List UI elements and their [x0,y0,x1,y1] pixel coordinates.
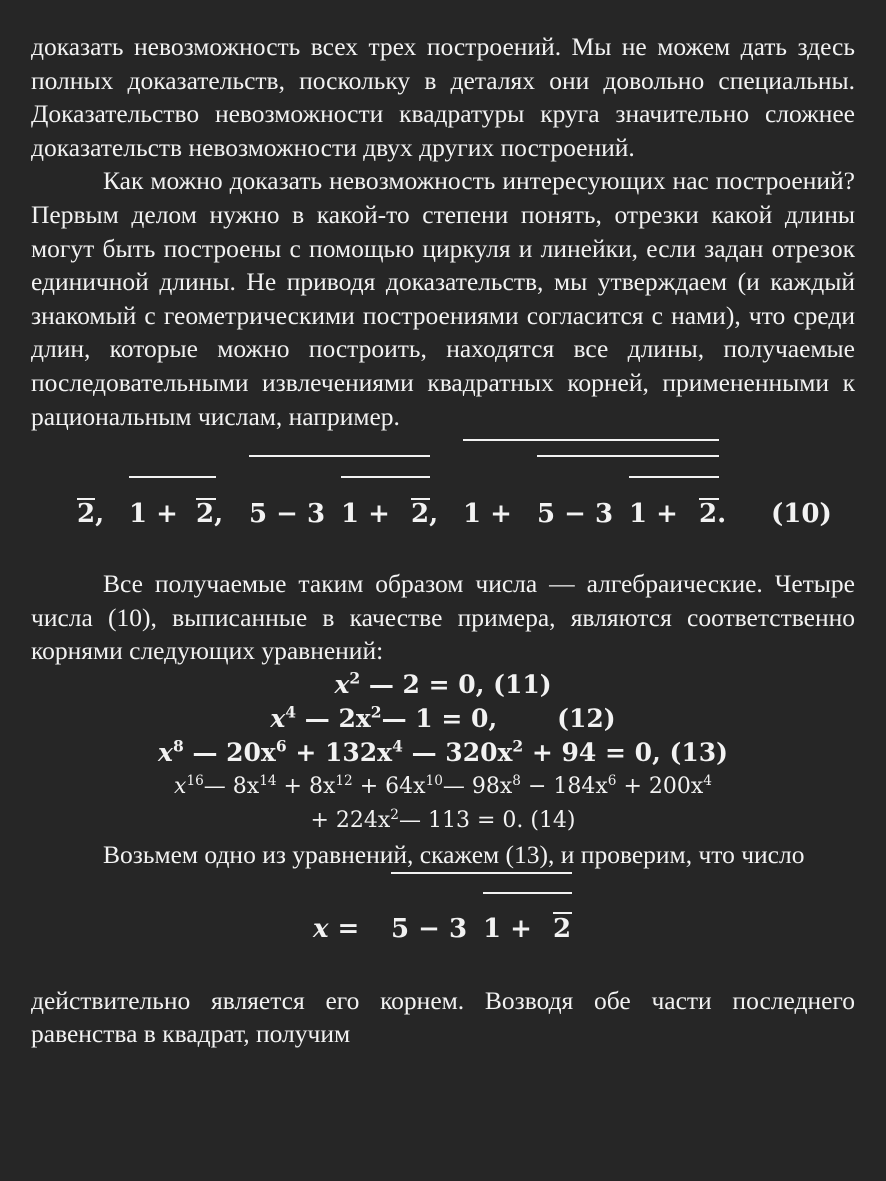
radical-bar [129,476,216,478]
term: 1 + [483,913,532,944]
paragraph-3: Все получаемые таким образом числа — алгебраические. Четыре числа (10), выписанные в качестве примера, являются соответственно корнями следующих уравнений: [31,569,855,666]
term: 2, [196,499,224,530]
term: 5 − 3 [537,499,614,530]
paragraph-1: доказать невозможность всех трех построений. Мы не можем дать здесь полных доказательств, поскольку в деталях они довольно специальны. Доказательство невозможности квадратуры круга значительно сложнее доказательств невозможности двух других построений. [31,32,855,162]
radical-bar [463,439,719,441]
radical-bar [341,476,430,478]
page [31,30,855,1051]
equation-14-line-1: $x^{16}—$ $8x^{14} + 8x^{12}$ + $64x^{10}—$ $98x^8 - 184x^6 + 200x^4$ [174,772,712,799]
formula-x [31,872,855,984]
equation-13: $x^8$ — $20x^6 + 132x^4$ — $320x^2 + 94 = 0$, (13) [158,736,728,767]
paragraph-2: Как можно доказать невозможность интересующих нас построений? Первым делом нужно в какой-то степени понять, отрезки какой длины могут быть построены с помощью циркуля и линейки, если задан отрезок единичной длины. Не приводя доказательств, мы утверждаем (и каждый знакомый с геометрическими построениями согласится с нами), что среди длин, которые можно построить, находятся все длины, получаемые последовательными извлечениями квадратных корней, примененными к рациональным числам, например. [31,166,855,431]
equation-11: $x^2$ — 2 = 0, (11) [334,668,552,699]
term: 2 [553,913,572,944]
formula-10 [31,433,855,567]
equation-12: $x^4$ — $2x^2—$ 1 = 0, (12) [270,702,616,733]
radical-bar [483,892,572,894]
radical-bar [629,476,719,478]
term: 1 + [129,499,178,530]
equation-number: (10) [771,499,832,530]
term: 1 + [629,499,678,530]
x-equals: x = [313,913,360,944]
term: 2. [699,499,727,530]
term: 1 + [463,499,512,530]
radical-bar [391,872,572,874]
paragraph-5: действительно является его корнем. Возводя обе части последнего равенства в квадрат, получим [31,985,855,1049]
radical-bar [537,455,719,457]
equation-14-line-2: + $224x^2—$ 113 = 0. (14) [310,806,576,833]
term: 2, [411,499,439,530]
term: 5 − 3 [391,913,468,944]
paragraph-4: Возьмем одно из уравнений, скажем (13), и проверим, что число [103,839,805,869]
term: 1 + [341,499,390,530]
radical-bar [249,455,430,457]
term: 5 − 3 [249,499,326,530]
term: 2, [77,499,105,530]
